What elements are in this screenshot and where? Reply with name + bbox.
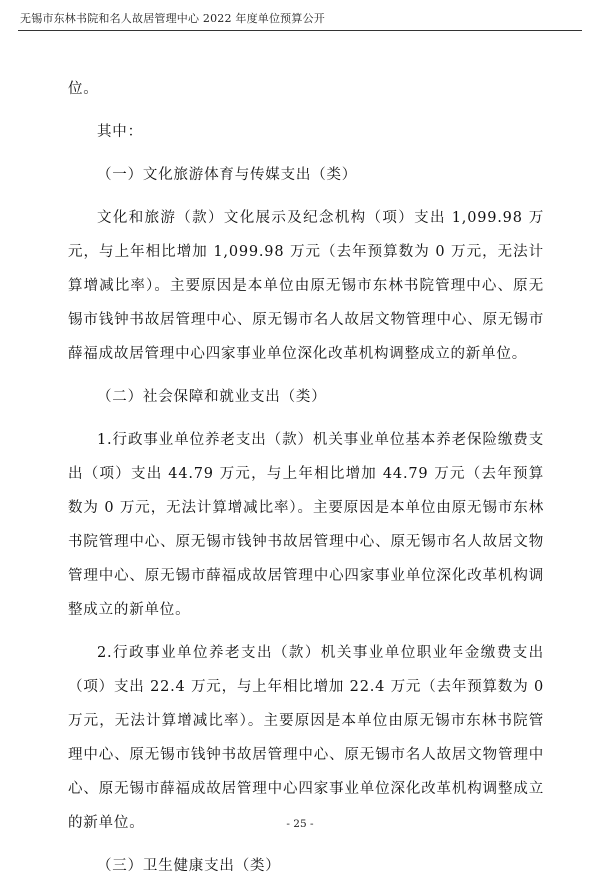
header-divider: [18, 30, 582, 31]
section-heading-social-security: （二）社会保障和就业支出（类）: [97, 389, 327, 405]
paragraph-pension-occupational: 2.行政事业单位养老支出（款）机关事业单位职业年金缴费支出（项）支出 22.4 万元，与上年相比增加 22.4 万元（去年预算数为 0 万元，无法计算增减比率）。主要原因是本单位由原无锡市东林书院管理中心、原无锡市钱钟书故居管理中心、原无锡市名人故居文物管理中心、原无锡市薛福成故居管理中心四家事业单位深化改革机构调整成立的新单位。: [68, 645, 544, 831]
page-header: 无锡市东林书院和名人故居管理中心 2022 年度单位预算公开: [20, 12, 325, 25]
section-heading-culture: （一）文化旅游体育与传媒支出（类）: [97, 167, 358, 183]
paragraph-intro: 其中：: [97, 124, 143, 140]
page-number: - 25 -: [286, 818, 314, 830]
paragraph-continuation: 位。: [68, 81, 99, 97]
section-heading-health: （三）卫生健康支出（类）: [97, 858, 281, 874]
paragraph-culture-detail: 文化和旅游（款）文化展示及纪念机构（项）支出 1,099.98 万元，与上年相比增加 1,099.98 万元（去年预算数为 0 万元，无法计算增减比率）。主要原因是本单位由原无锡市东林书院管理中心、原无锡市钱钟书故居管理中心、原无锡市名人故居文物管理中心、原无锡市薛福成故居管理中心四家事业单位深化改革机构调整成立的新单位。: [68, 210, 544, 362]
document-body: [68, 72, 544, 892]
paragraph-pension-basic: 1.行政事业单位养老支出（款）机关事业单位基本养老保险缴费支出（项）支出 44.79 万元，与上年相比增加 44.79 万元（去年预算数为 0 万元，无法计算增减比率）。主要原因是本单位由原无锡市东林书院管理中心、原无锡市钱钟书故居管理中心、原无锡市名人故居文物管理中心、原无锡市薛福成故居管理中心四家事业单位深化改革机构调整成立的新单位。: [68, 432, 544, 618]
